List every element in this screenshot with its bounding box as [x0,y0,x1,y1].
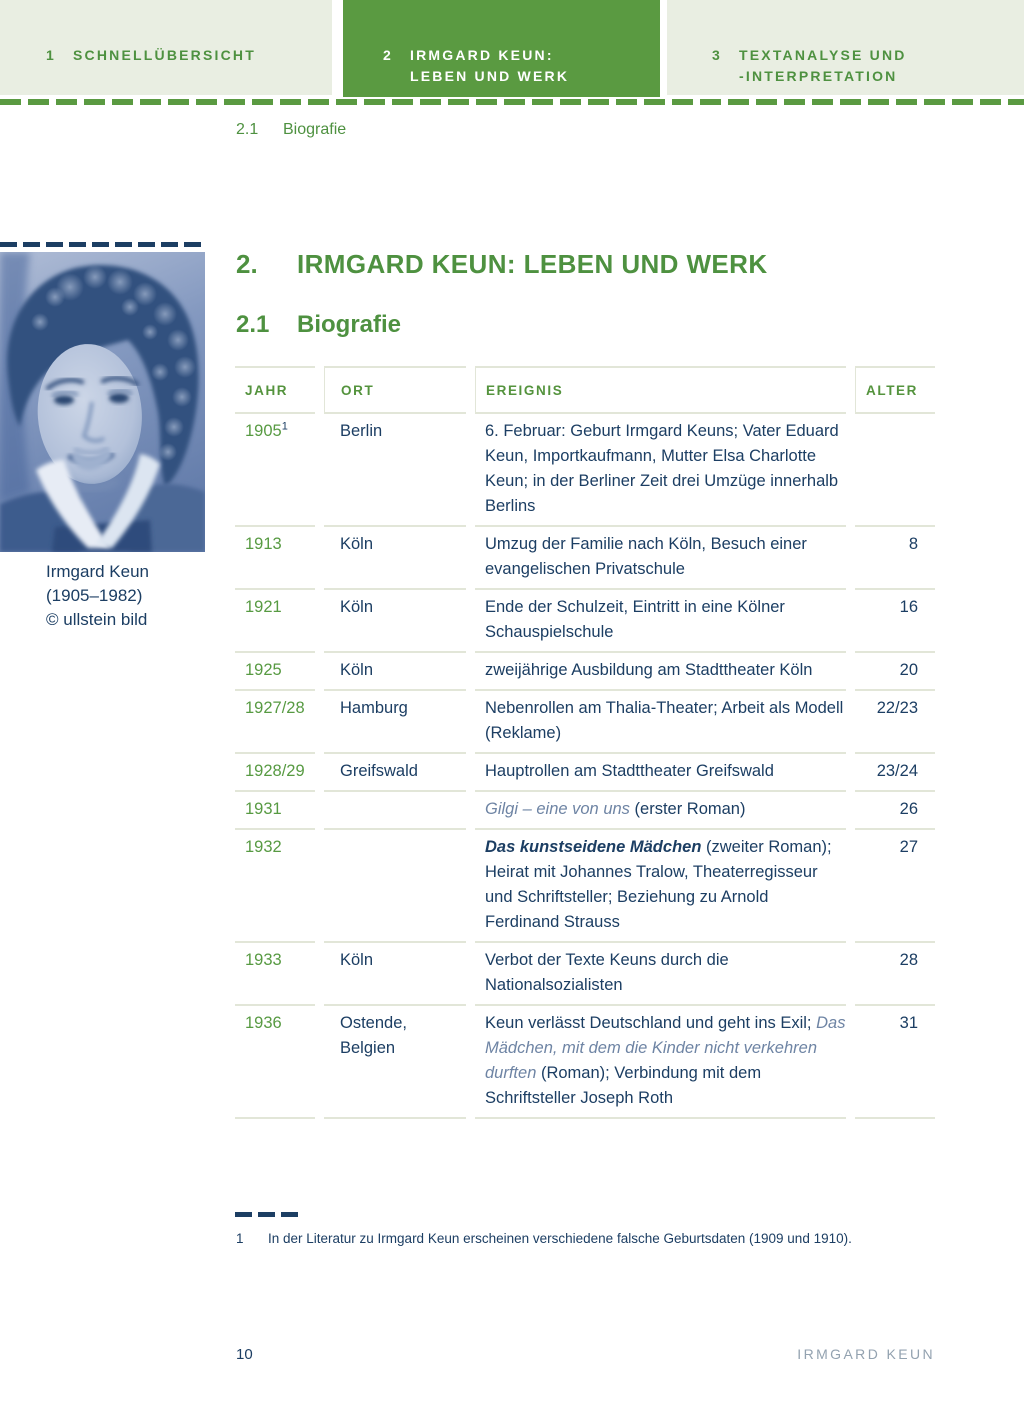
ereignis-text-segment: Hauptrollen am Stadttheater Greifswald [485,762,774,780]
tab-label-line: IRMGARD KEUN: [410,47,554,63]
chapter-heading [236,249,768,280]
cell-jahr: 1932 [235,828,315,941]
tab-label [73,45,256,95]
cell-alter [855,412,935,525]
cell-ort: Köln [324,525,466,588]
cell-ort [324,790,466,828]
cell-ort: Köln [324,651,466,689]
column-header-ort: ORT [324,366,466,412]
footnote [236,1228,908,1250]
ereignis-text-segment: Das kunstseidene Mädchen [485,838,702,856]
cell-alter: 23/24 [855,752,935,790]
tab-schnelluebersicht[interactable] [0,0,332,95]
cell-ort: Hamburg [324,689,466,752]
cell-alter: 26 [855,790,935,828]
ereignis-text-segment: 6. Februar: Geburt Irmgard Keuns; Vater Eduard Keun, Importkaufmann, Mutter Elsa Charlotte Keun; in der Berliner Zeit drei Umzüge innerhalb Berlins [485,422,839,515]
section-heading-number: 2.1 [236,311,270,338]
cell-ereignis [475,525,846,588]
cell-ereignis [475,689,846,752]
ereignis-text-segment: (erster Roman) [629,800,746,818]
photo-divider-dashes [0,242,205,247]
cell-alter: 31 [855,1004,935,1117]
cell-ereignis [475,651,846,689]
cell-ereignis [475,412,846,525]
cell-alter: 8 [855,525,935,588]
photo-caption-line: (1905–1982) [46,586,143,605]
footnote-reference: 1 [281,420,288,433]
footnote-marker: 1 [236,1231,244,1246]
tab-label-line: SCHNELLÜBERSICHT [73,47,256,63]
tab-label-line: TEXTANALYSE UND [739,47,907,63]
ereignis-text-segment: Umzug der Familie nach Köln, Besuch einer evangelischen Privatschule [485,535,807,578]
photo-caption-line: © ullstein bild [46,610,148,629]
ereignis-text-segment: Ende der Schulzeit, Eintritt in eine Kölner Schauspielschule [485,598,785,641]
cell-jahr: 1928/29 [235,752,315,790]
section-heading [236,311,401,339]
chapter-heading-number: 2. [236,249,258,279]
ereignis-text-segment: Das Mädchen, mit dem die Kinder nicht verkehren durften [485,1014,846,1082]
cell-jahr: 1936 [235,1004,315,1117]
cell-ereignis [475,1004,846,1117]
running-footer-author: IRMGARD KEUN [797,1346,935,1362]
portrait-illustration [0,252,205,552]
cell-jahr: 1913 [235,525,315,588]
column-header-alter: ALTER [855,366,935,412]
cell-ereignis [475,752,846,790]
column-header-jahr: JAHR [235,366,315,412]
cell-ort [324,828,466,941]
cell-ereignis [475,790,846,828]
column-header-ereignis: EREIGNIS [475,366,846,412]
breadcrumb-label: Biografie [283,121,347,138]
cell-jahr: 1925 [235,651,315,689]
cell-ort: Greifswald [324,752,466,790]
tab-label [739,45,907,95]
cell-ort: Köln [324,941,466,1004]
ereignis-text-segment: Keun verlässt Deutschland und geht ins Exil; [485,1014,817,1032]
tab-label-line: -INTERPRETATION [739,68,898,84]
ereignis-text-segment: (zweiter Roman); Heirat mit Johannes Tralow, Theaterregisseur und Schriftsteller; Beziehung zu Arnold Ferdinand Strauss [485,838,832,931]
ereignis-text-segment: (Roman); Verbindung mit dem Schriftsteller Joseph Roth [485,1064,762,1107]
keun-portrait-photo [0,252,205,552]
cell-jahr: 1927/28 [235,689,315,752]
cell-ort: Köln [324,588,466,651]
ereignis-text-segment: Verbot der Texte Keuns durch die Nationalsozialisten [485,951,729,994]
tab-textanalyse-und-interpretation[interactable] [667,0,1024,95]
cell-ort: Ostende, Belgien [324,1004,466,1117]
cell-alter: 20 [855,651,935,689]
cell-jahr: 1921 [235,588,315,651]
tab-number: 3 [712,47,722,63]
cell-jahr: 1905$^1$ [235,412,315,525]
ereignis-text-segment: zweijährige Ausbildung am Stadttheater Köln [485,661,813,679]
footnote-text: In der Literatur zu Irmgard Keun erscheinen verschiedene falsche Geburtsdaten (1909 und 1910). [268,1231,852,1246]
photo-caption-line: Irmgard Keun [46,562,149,581]
cell-alter: 28 [855,941,935,1004]
cell-jahr: 1931 [235,790,315,828]
tab-number: 2 [383,47,393,63]
page-number: 10 [236,1346,253,1363]
cell-alter: 27 [855,828,935,941]
cell-jahr: 1933 [235,941,315,1004]
ereignis-text-segment: Nebenrollen am Thalia-Theater; Arbeit als Modell (Reklame) [485,699,844,742]
ereignis-text-segment: Gilgi – eine von uns [485,800,630,818]
tab-label-line: LEBEN UND WERK [410,68,570,84]
cell-ereignis [475,828,846,941]
table-bottom-rule [324,1117,466,1119]
table-bottom-rule [475,1117,846,1119]
table-bottom-rule [855,1117,935,1119]
chapter-heading-title: IRMGARD KEUN: LEBEN UND WERK [297,249,768,279]
tab-irmgard-keun-leben-und-werk[interactable] [343,0,660,97]
tab-number: 1 [46,47,56,63]
breadcrumb [236,121,346,139]
table-bottom-rule [235,1117,315,1119]
section-heading-title: Biografie [297,311,402,338]
breadcrumb-number: 2.1 [236,121,259,138]
cell-alter: 16 [855,588,935,651]
biografie-table [235,366,935,1119]
cell-ereignis [475,941,846,1004]
tab-label [410,45,569,97]
cell-ereignis [475,588,846,651]
footnote-separator-dashes [235,1212,299,1217]
page-footer [236,1346,935,1363]
dashed-divider-green [0,99,1024,105]
cell-alter: 22/23 [855,689,935,752]
photo-caption [46,560,149,632]
cell-ort: Berlin [324,412,466,525]
